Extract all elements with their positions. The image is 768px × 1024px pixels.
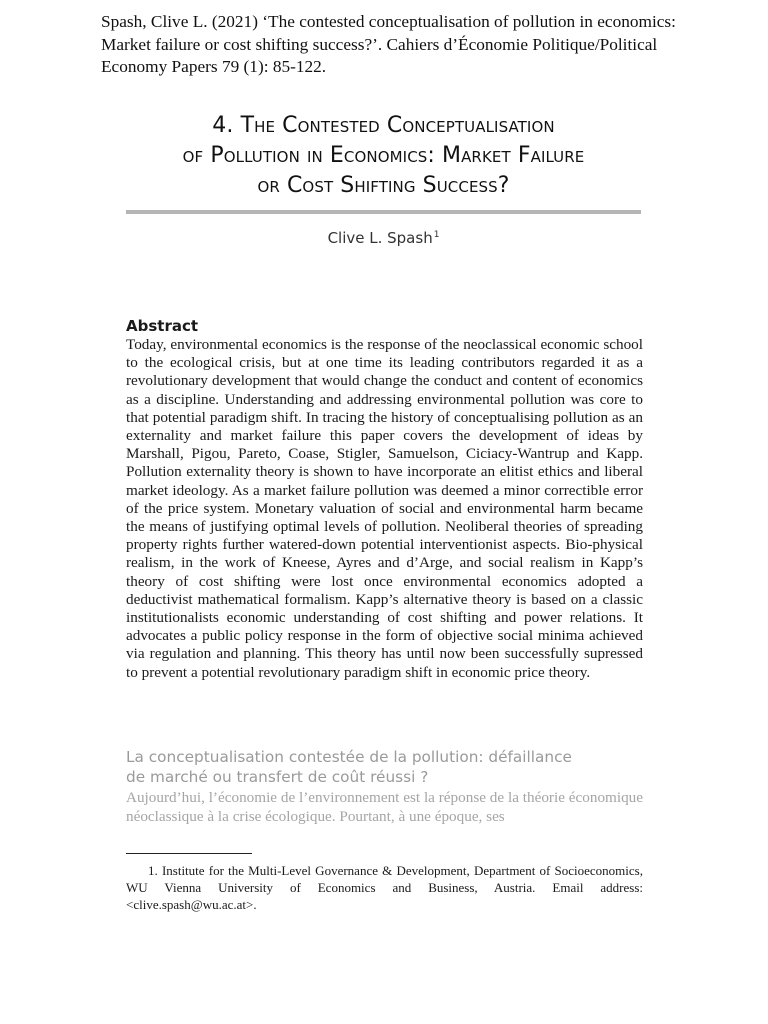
abstract-heading: Abstract — [126, 317, 199, 335]
article-title — [126, 111, 641, 201]
footnote: 1. Institute for the Multi-Level Governance & Development, Department of Socioeconomics, WU Vienna University of Economics and Business, Austria. Email address: <clive.spash@wu.ac.at>. — [126, 863, 643, 912]
french-title-line: de marché ou transfert de coût réussi ? — [126, 768, 429, 786]
author-byline — [126, 229, 641, 247]
footnote-divider — [126, 853, 252, 854]
french-abstract-title — [126, 747, 641, 787]
citation-header: Spash, Clive L. (2021) ‘The contested conceptualisation of pollution in economics: Market failure or cost shifting success?’. Cahiers d’Économie Politique/Political Economy Papers 79 (1): 85-122. — [101, 12, 676, 76]
author-name: Clive L. Spash — [327, 229, 433, 247]
title-line: of Pollution in Economics: Market Failure — [182, 143, 585, 168]
footnote-reference[interactable]: 1 — [433, 230, 440, 240]
french-title-line: La conceptualisation contestée de la pollution: défaillance — [126, 748, 572, 766]
title-line: 4. The Contested Conceptualisation — [212, 113, 555, 138]
french-abstract-body: Aujourd’hui, l’économie de l’environnement est la réponse de la théorie économique néoclassique à la crise écologique. Pourtant, à une époque, ses — [126, 789, 643, 825]
title-line: or Cost Shifting Success? — [257, 173, 510, 198]
title-divider — [126, 210, 641, 214]
abstract-body: Today, environmental economics is the response of the neoclassical economic school to the ecological crisis, but at one time its leading contributors regarded it as a revolutionary development that would change the conduct and content of economics as a discipline. Understanding and addressing environmental pollution was core to that potential paradigm shift. In tracing the history of conceptualising pollution as an externality and market failure this paper covers the development of ideas by Marshall, Pigou, Pareto, Coase, Stigler, Samuelson, Ciciacy-Wantrup and Kapp. Pollution externality theory is shown to have incorporate an elitist ethics and liberal market ideology. As a market failure pollution was deemed a minor correctible error of the price system. Monetary valuation of social and environmental harm became the means of justifying optimal levels of pollution. Neoliberal theories of spreading property rights further watered-down potential interventionist aspects. Bio-physical realism, in the work of Kneese, Ayres and d’Arge, and social realism in Kapp’s theory of cost shifting were lost once environmental economics adopted a deductivist mathematical formalism. Kapp’s alternative theory is based on a classic institutionalists economic understanding of cost shifting and power relations. It advocates a public policy response in the form of objective social minima achieved via regulation and planning. This theory has until now been successfully supressed to prevent a potential revolutionary paradigm shift in economic price theory. — [126, 336, 643, 681]
